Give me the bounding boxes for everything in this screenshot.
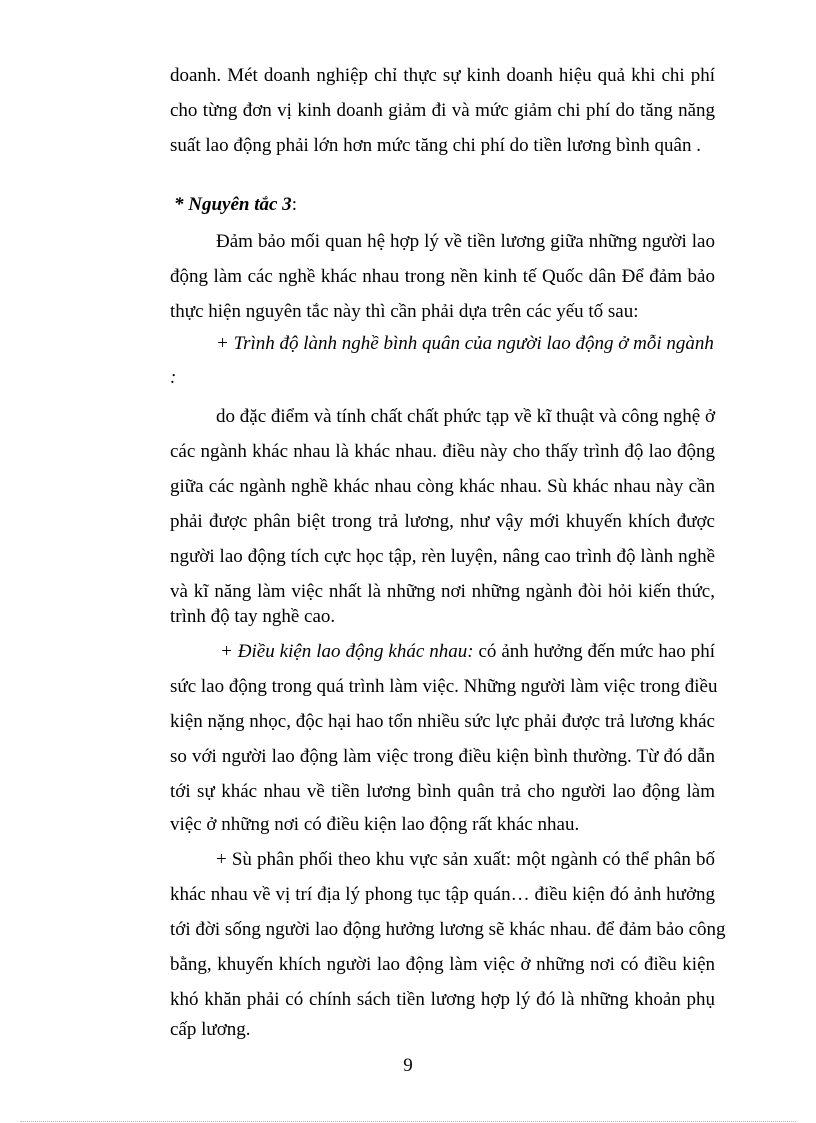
factor-1-title-cont: :: [170, 367, 177, 388]
paragraph-3-line-4: phải được phân biệt trong trả lương, như vậy mới khuyến khích được: [170, 511, 715, 532]
factor-2-line-1: [220, 640, 715, 664]
paragraph-1-line-2: cho từng đơn vị kinh doanh giảm đi và mức giảm chi phí do tăng năng: [170, 100, 715, 121]
paragraph-4-line-2: khác nhau về vị trí địa lý phong tục tập quán… điều kiện đó ảnh hưởng: [170, 884, 715, 905]
section-heading: [174, 193, 719, 217]
paragraph-1-line-3: suất lao động phải lớn hơn mức tăng chi phí do tiền lương bình quân .: [170, 135, 701, 156]
factor-2-line-4: so với người lao động làm việc trong điều kiện bình thường. Từ đó dẫn: [170, 746, 715, 767]
paragraph-4-line-1: + Sù phân phối theo khu vực sản xuất: một ngành có thể phân bố: [216, 849, 715, 870]
paragraph-2-line-2: động làm các nghề khác nhau trong nền kinh tế Quốc dân Để đảm bảo: [170, 266, 715, 287]
paragraph-2-line-1: Đảm bảo mối quan hệ hợp lý về tiền lương giữa những người lao: [216, 231, 715, 252]
factor-2-line-6: việc ở những nơi có điều kiện lao động rất khác nhau.: [170, 814, 580, 835]
factor-2-line-2: sức lao động trong quá trình làm việc. Những người làm việc trong điều: [170, 676, 718, 697]
page-bottom-divider: [20, 1121, 796, 1122]
paragraph-4-line-3: tới đời sống người lao động hưởng lương sẽ khác nhau. để đảm bảo công: [170, 919, 726, 940]
section-heading-colon: :: [291, 194, 297, 215]
factor-2-title: + Điều kiện lao động khác nhau:: [220, 641, 474, 662]
paragraph-4-line-6: cấp lương.: [170, 1019, 251, 1040]
paragraph-3-line-3: giữa các ngành nghề khác nhau còng khác nhau. Sù khác nhau này cần: [170, 476, 715, 497]
paragraph-3-line-5: người lao động tích cực học tập, rèn luyện, nâng cao trình độ lành nghề: [170, 546, 715, 567]
page-number: 9: [403, 1055, 413, 1076]
paragraph-3-line-6: và kĩ năng làm việc nhất là những nơi những ngành đòi hỏi kiến thức,: [170, 581, 715, 602]
paragraph-3-line-1: do đặc điểm và tính chất chất phức tạp về kĩ thuật và công nghệ ở: [216, 406, 715, 427]
factor-2-first-line-rest: có ảnh hưởng đến mức hao phí: [473, 641, 715, 662]
factor-1-title: + Trình độ lành nghề bình quân của người lao động ở mỗi ngành: [216, 333, 714, 354]
paragraph-3-line-7: trình độ tay nghề cao.: [170, 606, 336, 627]
paragraph-2-line-3: thực hiện nguyên tắc này thì cần phải dựa trên các yếu tố sau:: [170, 301, 639, 322]
paragraph-3-line-2: các ngành khác nhau là khác nhau. điều này cho thấy trình độ lao động: [170, 441, 715, 462]
factor-2-line-5: tới sự khác nhau về tiền lương bình quân trả cho người lao động làm: [170, 781, 715, 802]
factor-2-line-3: kiện nặng nhọc, độc hại hao tổn nhiều sức lực phải được trả lương khác: [170, 711, 715, 732]
paragraph-1-line-1: doanh. Mét doanh nghiệp chỉ thực sự kinh doanh hiệu quả khi chi phí: [170, 65, 715, 86]
paragraph-4-line-4: bằng, khuyến khích người lao động làm việc ở những nơi có điều kiện: [170, 954, 715, 975]
section-heading-title: * Nguyên tắc 3: [174, 194, 292, 215]
paragraph-4-line-5: khó khăn phải có chính sách tiền lương hợp lý đó là những khoản phụ: [170, 989, 715, 1010]
